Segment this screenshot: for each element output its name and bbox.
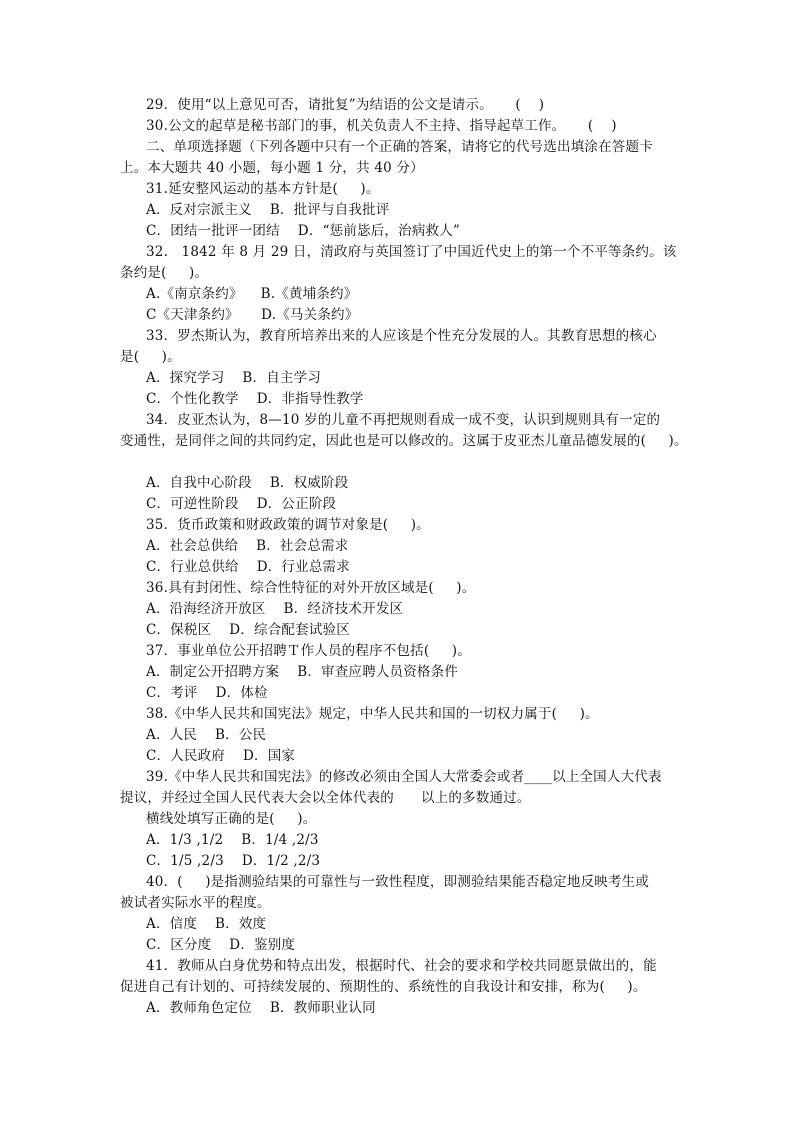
text-line: 41．教师从白身优势和特点出发，根据时代、社会的要求和学校共同愿景做出的，能 [146, 958, 657, 974]
text-line: A．教师角色定位 B．教师职业认同 [146, 1000, 376, 1016]
text-line: C．团结一批评一团结 D．“惩前毖后，治病救人” [146, 223, 461, 239]
text-line: 30.公文的起草是秘书部门的事，机关负责人不主持、指导起草工作。 ( ) [146, 118, 617, 134]
text-line: 32. 1842 年 8 月 29 日，清政府与英国签订了中国近代史上的第一个不平等条约。该 [146, 244, 677, 260]
text-line: 34．皮亚杰认为，8—10 岁的儿童不再把规则看成一成不变，认识到规则具有一定的 [146, 412, 661, 428]
text-line: A．社会总供给 B．社会总需求 [146, 538, 349, 554]
text-line: 上。本大题共 40 小题，每小题 1 分，共 40 分） [120, 160, 424, 176]
text-line: A．制定公开招聘方案 B．审查应聘人员资格条件 [146, 664, 459, 680]
text-line: 提议，并经过全国人民代表大会以全体代表的 以上的多数通过。 [120, 790, 531, 806]
text-line: A．沿海经济开放区 B．经济技术开发区 [146, 601, 404, 617]
text-line: 二、单项选择题（下列各题中只有一个正确的答案，请将它的代号选出填涂在答题卡 [146, 139, 653, 155]
text-line: 36.具有封闭性、综合性特征的对外开放区域是( )。 [146, 580, 476, 596]
text-line: 35．货币政策和财政政策的调节对象是( )。 [146, 517, 430, 533]
text-line: C．行业总供给 D．行业总需求 [146, 559, 350, 575]
text-line: C《天津条约》 D.《马关条约》 [146, 307, 359, 323]
text-line: 横线处填写正确的是( )。 [146, 811, 317, 827]
text-line: 条约是( )。 [120, 265, 209, 281]
text-line: C．个性化教学 D．非指导性教学 [146, 391, 364, 407]
text-line: A．信度 B．效度 [146, 916, 267, 932]
text-line: 37．事业单位公开招聘Ｔ作人员的程序不包括( )。 [146, 643, 471, 659]
text-line: 38.《中华人民共和国宪法》规定，中华人民共和国的一切权力属于( )。 [146, 706, 599, 722]
text-line: 促进自己有计划的、可持续发展的、预期性的、系统性的自我设计和安排，称为( )。 [120, 979, 647, 995]
text-line: C．可逆性阶段 D．公正阶段 [146, 496, 337, 512]
text-line: 变通性，是同伴之间的共同约定，因此也是可以修改的。这属于皮亚杰儿童品德发展的( )。 [120, 433, 688, 449]
text-line: 33．罗杰斯认为，教育所培养出来的人应该是个性充分发展的人。其教育思想的核心 [146, 328, 657, 344]
text-line: C．保税区 D．综合配套试验区 [146, 622, 350, 638]
text-line: A．自我中心阶段 B．权威阶段 [146, 475, 349, 491]
text-line: 是( )。 [120, 349, 181, 365]
text-line: C．人民政府 D．国家 [146, 748, 296, 764]
text-line: 被试者实际水平的程度。 [120, 895, 271, 911]
text-line: A.《南京条约》 B.《黄埔条约》 [146, 286, 358, 302]
text-line: 29．使用“以上意见可否，请批复”为结语的公文是请示。 ( ) [146, 97, 545, 113]
text-line: C．考评 D．体检 [146, 685, 268, 701]
text-line: A．探究学习 B．自主学习 [146, 370, 322, 386]
text-line: A．人民 B．公民 [146, 727, 267, 743]
text-line: 40．( )是指测验结果的可靠性与一致性程度，即测验结果能否稳定地反映考生或 [146, 874, 650, 890]
text-line: 39.《中华人民共和国宪法》的修改必须由全国人大常委会或者____以上全国人大代表 [146, 769, 662, 785]
text-line: A．反对宗派主义 B．批评与自我批评 [146, 202, 390, 218]
text-line: C．区分度 D．鉴别度 [146, 937, 296, 953]
text-line: C．1/5 ,2/3 D．1/2 ,2/3 [146, 853, 321, 869]
text-line: A．1/3 ,1/2 B．1/4 ,2/3 [146, 832, 319, 848]
text-line: 31.延安整风运动的基本方针是( )。 [146, 181, 380, 197]
